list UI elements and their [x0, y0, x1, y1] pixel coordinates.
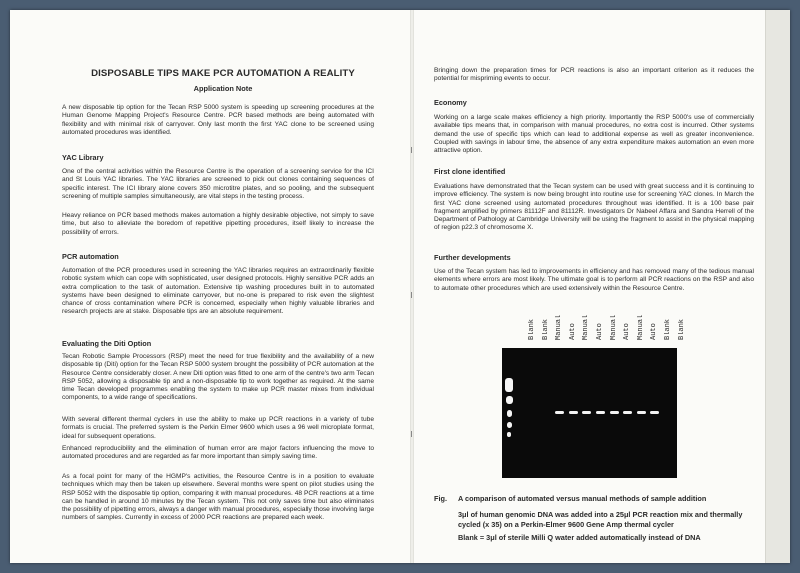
- right-page: [412, 10, 790, 563]
- pcr-band: [596, 411, 605, 414]
- pcr-band: [637, 411, 646, 414]
- pcr-automation-heading: PCR automation: [62, 252, 119, 261]
- yac-paragraph-2: Heavy reliance on PCR based methods makes automation a highly desirable objective, not simply to save time, but also to alleviate the boredom of repetitive pipetting procedures, itself likely to increase the possibility of errors.: [62, 212, 374, 236]
- further-developments-paragraph: Use of the Tecan system has led to improvements in efficiency and has removed many of the tedious manual elements where errors are most likely. The ultimate goal is to perform all PCR reactions on the RSP and also to automate other procedures which are used extensively within the Resource Centre.: [434, 268, 754, 292]
- figure-caption: A comparison of automated versus manual methods of sample addition: [458, 494, 707, 503]
- binding-strip: [765, 10, 790, 563]
- lane-label: Blank: [677, 318, 686, 340]
- first-clone-heading: First clone identified: [434, 167, 506, 176]
- lane-label: Blank: [664, 318, 672, 340]
- booklet-spread: [10, 10, 790, 563]
- gel-figure: [482, 280, 692, 495]
- figure-blank-note: Blank = 3μl of sterile Milli Q water added automatically instead of DNA: [458, 533, 701, 542]
- diti-paragraph-3: Enhanced reproducibility and the elimination of human error are major factors influencing the move to automated procedures and are regarded as far more important than simply saving time.: [62, 445, 374, 461]
- first-clone-paragraph: Evaluations have demonstrated that the Tecan system can be used with great success and it is continuing to improve efficiency. The system is now being brought into routine use for screening YAC clones. In March the first YAC clone screened using automated procedures throughout was identified. It is a 100 base pair fragment amplified by primers 81112F and 81112R. Investigators Dr Nabeel Affara and Sandra Herrell of the Department of Pathology at Cambridge University will be using the fragment to assist in the physical mapping of region p22.3 of chromosome X.: [434, 183, 754, 232]
- lane-label: Manual: [636, 314, 645, 340]
- diti-heading: Evaluating the Diti Option: [62, 339, 152, 348]
- left-page: [10, 10, 412, 563]
- article-title: DISPOSABLE TIPS MAKE PCR AUTOMATION A REALITY: [91, 68, 355, 79]
- lane-label: Manual: [609, 314, 618, 340]
- further-developments-heading: Further developments: [434, 253, 511, 262]
- economy-heading: Economy: [434, 98, 467, 107]
- diti-paragraph-2: With several different thermal cyclers in use the ability to make up PCR reactions in a variety of tube formats is crucial. The preferred system is the Perkin Elmer 9600 which uses a 96 well microplate format, ideal for subsequent operations.: [62, 416, 374, 440]
- ladder-band: [507, 432, 511, 437]
- ladder-band: [507, 410, 512, 417]
- ladder-band: [505, 378, 513, 392]
- yac-paragraph-1: One of the central activities within the Resource Centre is the operation of a screening service for the ICI and St Louis YAC libraries. The YAC libraries are screened to pick out clones containing sequences of specific interest. The ICI library alone covers 350 microtitre plates, and so pooling, and the subsequent screening of multiple samples simultaneously, are vital steps in the testing process.: [62, 168, 374, 200]
- intro-paragraph: A new disposable tip option for the Tecan RSP 5000 system is speeding up screening procedures at the Human Genome Mapping Project's Resource Centre. PCR based methods are being automated with flexibility and with minimal risk of carryover. Only last month the first YAC clone to be screened using automated procedures was identified.: [62, 104, 374, 136]
- lane-label: Blank: [541, 318, 550, 340]
- intro-continued-paragraph: Bringing down the preparation times for PCR reactions is also an important criterion as it reduces the potential for mispriming events to occur.: [434, 67, 754, 83]
- figure-method-note: 3μl of human genomic DNA was added into a 25μl PCR reaction mix and thermally cycled (x 35) on a Perkin-Elmer 9600 Gene Amp thermal cycler: [458, 510, 743, 529]
- pcr-band: [582, 411, 591, 414]
- gel-image: [502, 348, 677, 478]
- lane-label: Auto: [568, 323, 577, 340]
- pcr-band: [555, 411, 564, 414]
- lane-label: Manual: [555, 314, 564, 340]
- diti-paragraph-4: As a focal point for many of the HGMP's activities, the Resource Centre is in a position to evaluate techniques which may then be taken up elsewhere. Several months were spent on pilot studies using the RSP 5052 with the disposable tip option, comparing it with manual procedures. 48 PCR reactions at a time can be handled in around 10 minutes by the Tecan system. This not only saves time but also eliminates the possibility of pipetting errors, always a danger with manual procedures, especially those involving large numbers of samples. Currently in excess of 2000 PCR reactions are prepared each week.: [62, 473, 374, 522]
- economy-paragraph: Working on a large scale makes efficiency a high priority. Importantly the RSP 5000's use of commercially available tips means that, in comparison with manual procedures, no extra cost is incurred. Other systems demand the use of specific tips which can lead to additional expense as well as greater inconvenience. Coupled with savings in labour time, the absence of any extra expenditure makes automation an even more attractive option.: [434, 114, 754, 155]
- pcr-band: [623, 411, 632, 414]
- article-subtitle: Application Note: [193, 84, 253, 93]
- lane-label: Auto: [623, 323, 632, 340]
- pcr-band: [569, 411, 578, 414]
- lane-label: Manual: [582, 314, 591, 340]
- lane-label: Auto: [650, 323, 659, 340]
- lane-label: Auto: [596, 323, 604, 340]
- diti-paragraph-1: Tecan Robotic Sample Processors (RSP) meet the need for true flexibility and the availability of a new disposable tip (Diti) option for the Tecan RSP 5000 system brought the possibility of PCR automation at the Resource Centre considerably closer. A new Diti option was fitted to one arm of the centre's two arm Tecan RSP 5052, allowing a disposable tip and a non-disposable tip to work together as required. At the same time Tecan developed programmes enabling the system to make up PCR master mixes from individual components, to a wide range of specifications.: [62, 353, 374, 402]
- ladder-band: [507, 422, 512, 428]
- yac-library-heading: YAC Library: [62, 153, 104, 162]
- ladder-band: [506, 396, 513, 404]
- pcr-band: [610, 411, 619, 414]
- pcr-paragraph: Automation of the PCR procedures used in screening the YAC libraries requires an extraordinarily flexible robotic system which can cope with sophisticated, user designed protocols. Highly sensitive PCR adds an extra complication to the task of automation. Extensive tip washing procedures built in to automated systems have been designed to eliminate carryover, but no-one is prepared to risk even the slightest chance of cross contamination where PCR is concerned, especially when highly valuable libraries and research projects are at stake. Disposable tips are an absolute requirement.: [62, 267, 374, 316]
- lane-label: Blank: [528, 318, 536, 340]
- pcr-band: [650, 411, 659, 414]
- figure-label: Fig.: [434, 494, 447, 503]
